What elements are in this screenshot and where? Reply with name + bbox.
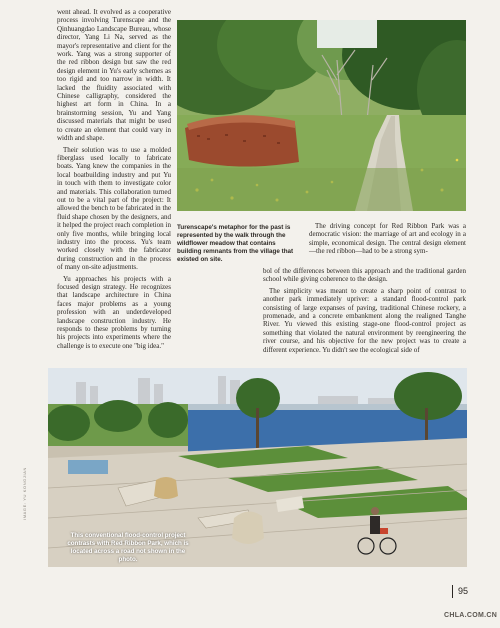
bottom-photo-caption: This conventional flood-control project contrasts with Red Ribbon Park, which is located across a road not shown in the photo. [67, 532, 189, 563]
body-paragraph: Their solution was to use a molded fiberglass used locally to fabricate boats. Yang knew the companies in the local boatbuilding industry and put Yu in touch with them to investigate color and materials. This collaboration turned out to be a vital part of the project: It allowed the bench to be fabricated in the fluid shape chosen by the designers, and it helped the project reach completion in only five months, while bringing local industry into the process. Yu's team worked closely with the fabricator during construction and in the process of many on-site adjustments. [57, 145, 171, 272]
top-photo-caption: Turenscape's metaphor for the past is represented by the walk through the wildflower meadow that contains building remnants from the village that existed on site. [177, 224, 294, 263]
meadow-photo-illustration [177, 20, 466, 211]
photo-credit: IMAGE: YU KONGJIAN [22, 467, 27, 520]
wildflower-meadow-photo [177, 20, 466, 211]
wide-text-block [263, 267, 466, 357]
body-paragraph: The simplicity was meant to create a sharp point of contrast to another park immediately upriver: a standard flood-control park consisting of large expanses of paving, traditional Chinese rockery, a promenade, and a concrete embankment along the realigned Tanghe River. Yu viewed this existing stage-one flood-control project as something that violated the natural environment by reengineering the river course, and his objective for the new project was to create a different experience. Yu didn't see the ecological side of [263, 286, 466, 354]
folio-rule [452, 585, 453, 598]
body-paragraph: went ahead. It evolved as a cooperative process involving Turenscape and the Qinhuangdao Landscape Bureau, whose director, Yang Li Na, served as the mayor's representative and client for the work. Yang was a strong supporter of the red ribbon design but saw the red design element in Yu's early schemes as too rigid and too narrow in width. It lacked the fluidity associated with Chinese calligraphy, considered the highest art form in China. In a brainstorming session, Yu and Yang discussed materials that might be used to create an element that could vary in width and shape. [57, 8, 171, 143]
body-paragraph: Yu approaches his projects with a focused design strategy. He recognizes that landscape architecture in China faces major problems as a young profession with an underdeveloped landscape construction industry. He responds to these problems by turning his projects into experiments where the challenge is to execute one "big idea." [57, 274, 171, 350]
page-number: 95 [458, 586, 469, 596]
right-text-column [309, 222, 466, 256]
left-text-column [57, 8, 171, 353]
body-paragraph: bol of the differences between this approach and the traditional garden school while giving coherence to the design. [263, 267, 466, 284]
watermark: CHLA.COM.CN [444, 612, 498, 619]
body-paragraph: The driving concept for Red Ribbon Park was a democratic vision: the marriage of art and ecology in a simple, economical design. The central design element—the red ribbon—had to be a strong sym- [309, 222, 466, 256]
